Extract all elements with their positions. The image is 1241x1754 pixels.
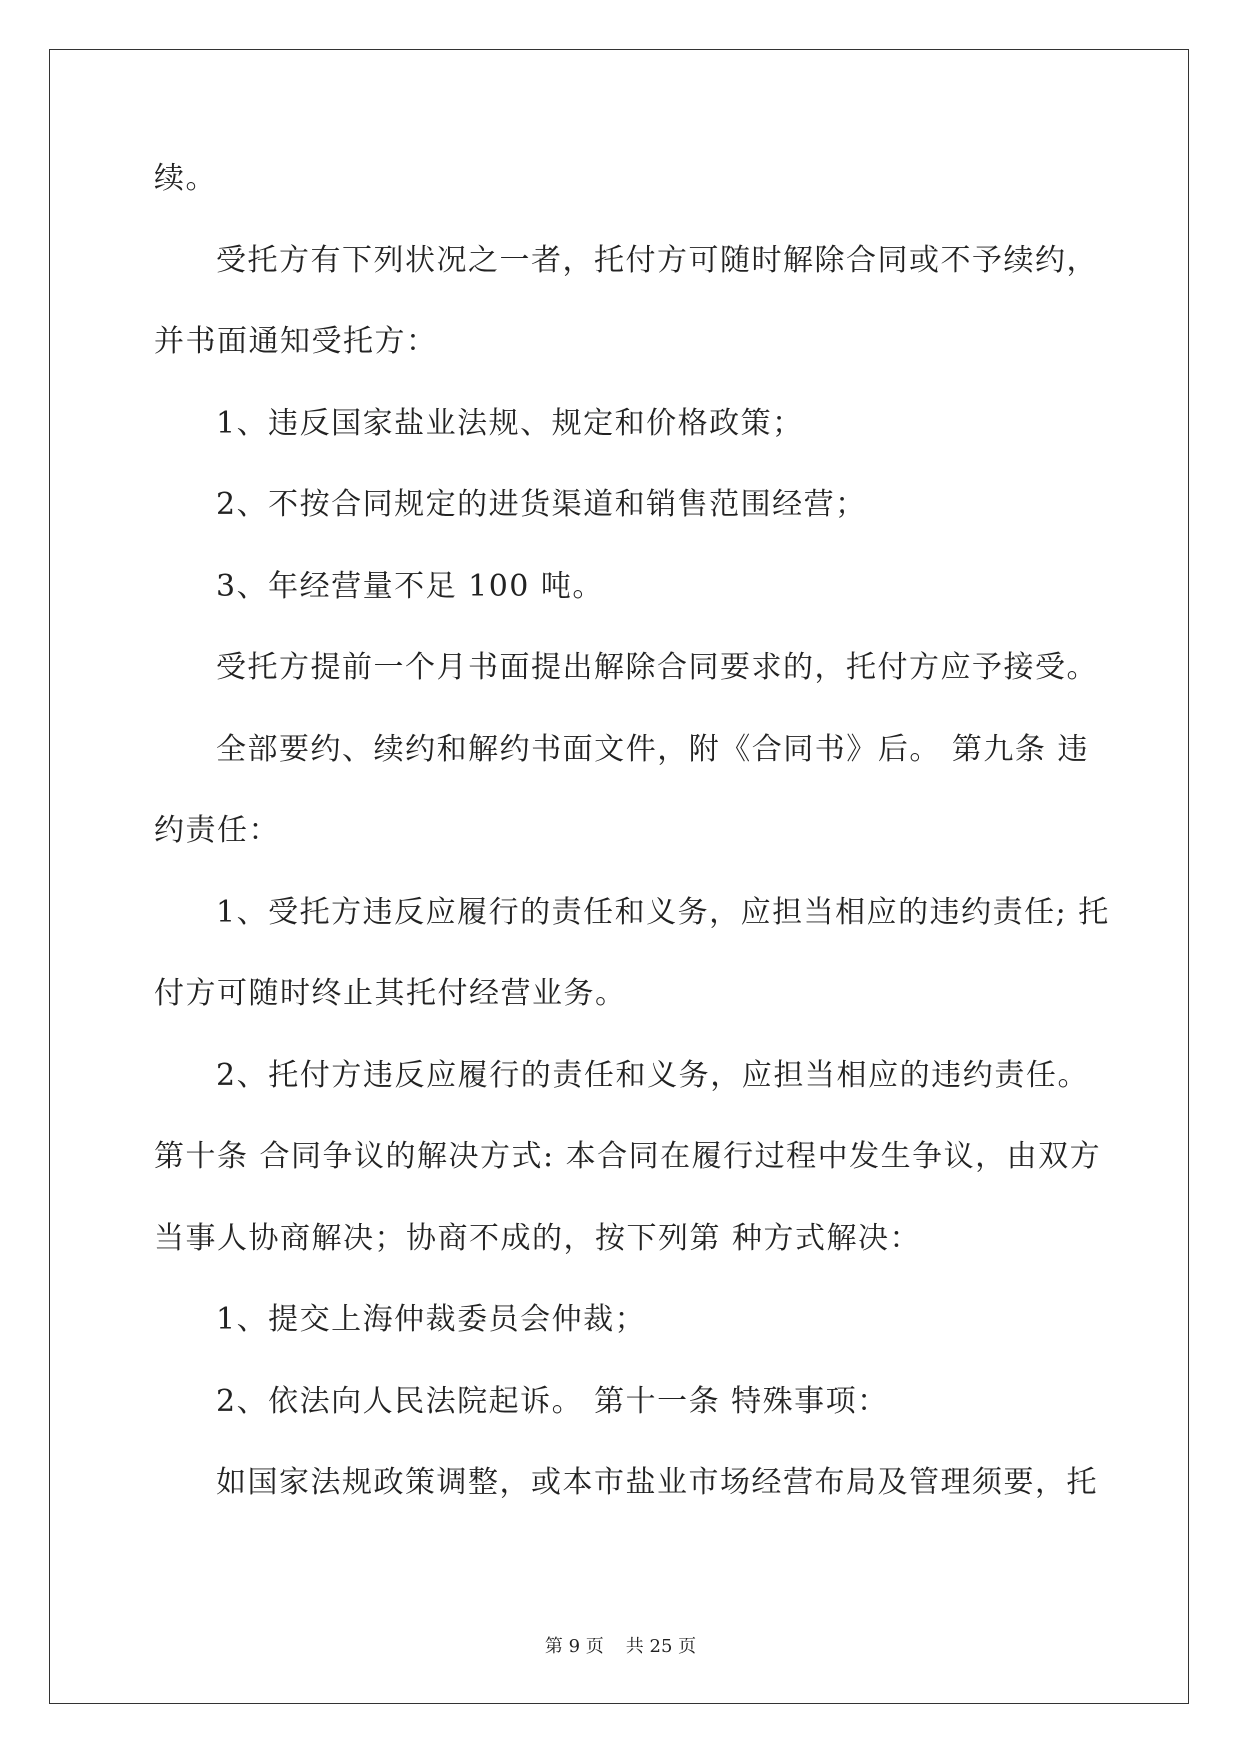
page-total: 共 25 页 [625, 1636, 697, 1657]
text-line: 如国家法规政策调整，或本市盐业市场经营布局及管理须要，托 [216, 1465, 1098, 1500]
list-item: 2、依法向人民法院起诉。 第十一条 特殊事项： [216, 1383, 889, 1419]
text-line: 第十条 合同争议的解决方式: 本合同在履行过程中发生争议，由双方 [154, 1139, 1102, 1174]
list-item: 1、违反国家盐业法规、规定和价格政策； [216, 405, 804, 441]
list-item: 2、不按合同规定的进货渠道和销售范围经营； [216, 487, 867, 522]
page-footer [0, 1632, 1241, 1658]
text-line: 受托方提前一个月书面提出解除合同要求的，托付方应予接受。 [216, 650, 1098, 685]
text-line: 约责任： [154, 813, 280, 848]
text-line: 续。 [154, 161, 217, 196]
text-line: 付方可随时终止其托付经营业务。 [154, 976, 627, 1011]
text-line: 受托方有下列状况之一者，托付方可随时解除合同或不予续约， [216, 242, 1098, 278]
list-item: 1、受托方违反应履行的责任和义务，应担当相应的违约责任; 托 [216, 894, 1110, 930]
list-item: 2、托付方违反应履行的责任和义务，应担当相应的违约责任。 [216, 1057, 1089, 1093]
document-body [154, 160, 1110, 1546]
text-line: 全部要约、续约和解约书面文件，附《合同书》后。 第九条 违 [216, 731, 1089, 767]
list-item: 1、提交上海仲裁委员会仲裁； [216, 1302, 647, 1337]
text-line: 当事人协商解决；协商不成的，按下列第 种方式解决： [154, 1220, 922, 1256]
page-number: 第 9 页 [544, 1636, 604, 1657]
list-item: 3、年经营量不足 100 吨。 [216, 568, 604, 604]
text-line: 并书面通知受托方： [154, 324, 438, 359]
